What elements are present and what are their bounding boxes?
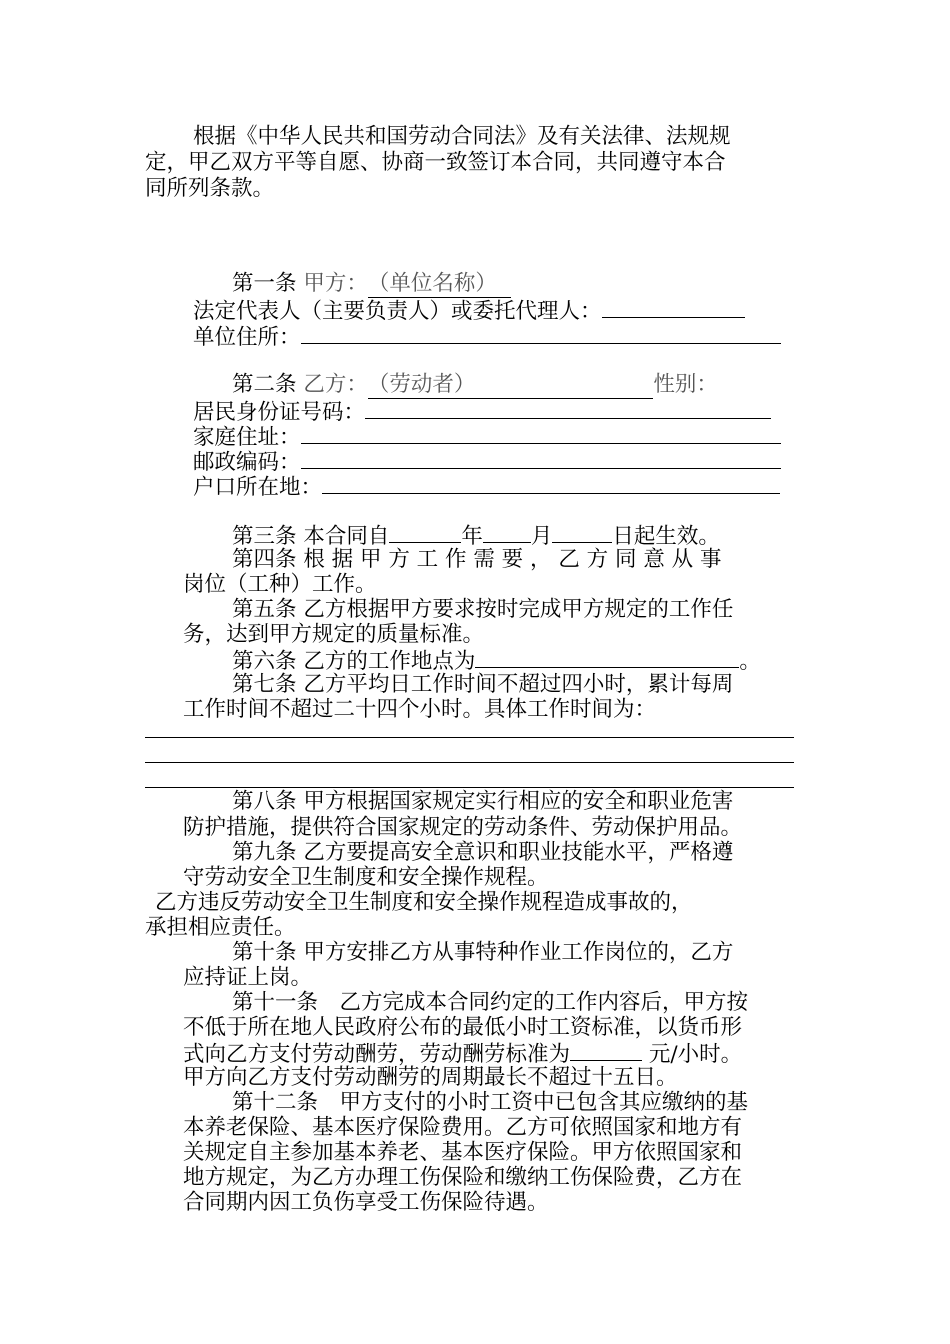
representative-field[interactable] [602, 297, 745, 318]
preamble-line-1: 根据《中华人民共和国劳动合同法》及有关法律、法规规 [193, 124, 731, 149]
party-b-name-field[interactable]: （劳动者） [368, 372, 654, 399]
wage-unit: 元/小时。 [648, 1042, 743, 1067]
article-3 [232, 522, 720, 550]
article-3-number: 第三条 [232, 524, 297, 549]
article-4-line-2: 岗位（工种）工作。 [183, 572, 377, 597]
representative-label: 法定代表人（主要负责人）或委托代理人： [193, 299, 602, 324]
home-address-field[interactable] [301, 423, 781, 444]
article-2-header [232, 372, 718, 399]
article-12-line-5: 合同期内因工负伤享受工伤保险待遇。 [183, 1190, 549, 1215]
id-number-row [193, 398, 771, 426]
article-1-header [232, 271, 511, 298]
employer-address-row [193, 323, 781, 351]
article-7-line-2: 工作时间不超过二十四个小时。具体工作时间为： [183, 697, 657, 722]
party-b-label: 乙方： [303, 372, 368, 397]
article-5-line-2: 务，达到甲方规定的质量标准。 [183, 622, 485, 647]
month-label: 月 [530, 524, 553, 549]
home-address-row [193, 423, 781, 451]
work-time-line-3[interactable] [145, 787, 794, 788]
article-4-line-1: 第四条 根 据 甲 方 工 作 需 要 ， 乙 方 同 意 从 事 [232, 547, 722, 572]
article-9-line-2: 守劳动安全卫生制度和安全操作规程。 [183, 865, 549, 890]
work-location-field[interactable] [475, 647, 739, 668]
representative-row [193, 297, 745, 325]
article-12-line-3: 关规定自主参加基本养老、基本医疗保险。甲方依照国家和 [183, 1140, 743, 1165]
article-9-line-1: 第九条 乙方要提高安全意识和职业技能水平，严格遵 [232, 840, 734, 865]
article-10-line-2: 应持证上岗。 [183, 965, 313, 990]
hukou-field[interactable] [322, 473, 780, 494]
hukou-label: 户口所在地： [193, 475, 323, 500]
work-time-line-2[interactable] [145, 762, 794, 763]
wage-text: 式向乙方支付劳动酬劳，劳动酬劳标准为 [183, 1042, 571, 1067]
article-11-line-2: 不低于所在地人民政府公布的最低小时工资标准，以货币形 [183, 1015, 743, 1040]
gender-label: 性别： [653, 372, 718, 397]
employer-address-label: 单位住所： [193, 325, 301, 350]
employer-address-field[interactable] [301, 323, 781, 344]
preamble-line-2: 定，甲乙双方平等自愿、协商一致签订本合同，共同遵守本合 [145, 150, 726, 175]
start-month-field[interactable] [483, 522, 531, 543]
article-9-line-4: 承担相应责任。 [145, 915, 296, 940]
article-1-number: 第一条 [232, 271, 297, 296]
article-9-line-3: 乙方违反劳动安全卫生制度和安全操作规程造成事故的， [155, 890, 693, 915]
article-10-line-1: 第十条 甲方安排乙方从事特种作业工作岗位的，乙方 [232, 940, 734, 965]
work-time-line-1[interactable] [145, 737, 794, 738]
article-7-line-1: 第七条 乙方平均日工作时间不超过四小时，累计每周 [232, 672, 734, 697]
article-6-end: 。 [739, 649, 761, 674]
home-address-label: 家庭住址： [193, 425, 301, 450]
article-8-line-2: 防护措施，提供符合国家规定的劳动条件、劳动保护用品。 [183, 815, 743, 840]
article-6-text: 第六条 乙方的工作地点为 [232, 649, 476, 674]
article-2-number: 第二条 [232, 372, 297, 397]
hukou-row [193, 473, 780, 501]
article-11-line-1: 第十一条 乙方完成本合同约定的工作内容后，甲方按 [232, 990, 749, 1015]
preamble-line-3: 同所列条款。 [145, 176, 275, 201]
start-year-field[interactable] [389, 522, 461, 543]
article-8-line-1: 第八条 甲方根据国家规定实行相应的安全和职业危害 [232, 789, 734, 814]
postcode-row [193, 448, 781, 476]
year-label: 年 [461, 524, 483, 549]
article-5-line-1: 第五条 乙方根据甲方要求按时完成甲方规定的工作任 [232, 597, 734, 622]
article-11-line-3 [183, 1040, 742, 1068]
hourly-wage-field[interactable] [570, 1040, 642, 1061]
postcode-label: 邮政编码： [193, 450, 301, 475]
party-a-name-field[interactable]: （单位名称） [368, 271, 511, 298]
article-12-line-2: 本养老保险、基本医疗保险费用。乙方可依照国家和地方有 [183, 1115, 743, 1140]
article-6 [232, 647, 761, 675]
day-label: 日起生效。 [612, 524, 720, 549]
article-12-line-4: 地方规定，为乙方办理工伤保险和缴纳工伤保险费，乙方在 [183, 1165, 743, 1190]
article-12-line-1: 第十二条 甲方支付的小时工资中已包含其应缴纳的基 [232, 1090, 749, 1115]
article-3-text: 本合同自 [303, 524, 390, 549]
id-number-field[interactable] [365, 398, 771, 419]
party-a-label: 甲方： [303, 271, 368, 296]
postcode-field[interactable] [301, 448, 781, 469]
article-11-line-4: 甲方向乙方支付劳动酬劳的周期最长不超过十五日。 [183, 1065, 678, 1090]
start-day-field[interactable] [552, 522, 612, 543]
id-number-label: 居民身份证号码： [193, 400, 366, 425]
